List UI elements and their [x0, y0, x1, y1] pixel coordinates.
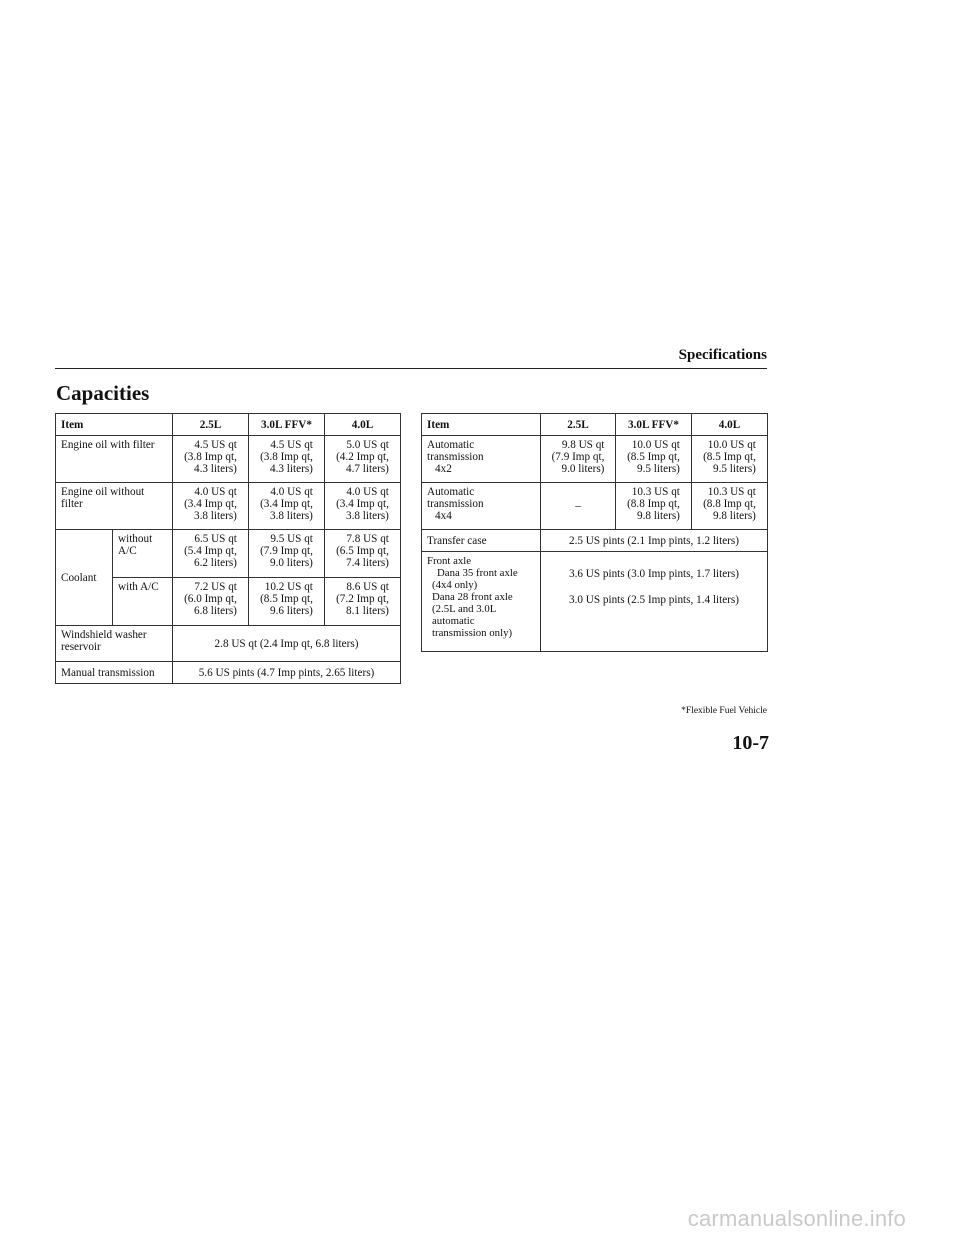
cell-value: 9.5 US qt (7.9 Imp qt, 9.0 liters) — [249, 530, 325, 578]
column-header-4-0l: 4.0L — [325, 414, 401, 436]
cell-value-manual-transmission: 5.6 US pints (4.7 Imp pints, 2.65 liters) — [173, 662, 401, 684]
cell-value: 4.5 US qt (3.8 Imp qt, 4.3 liters) — [173, 436, 249, 483]
row-label-transfer-case: Transfer case — [422, 530, 541, 552]
front-axle-dana35-value: 3.6 US pints (3.0 Imp pints, 1.7 liters) — [569, 568, 739, 580]
cell-value: 4.5 US qt (3.8 Imp qt, 4.3 liters) — [249, 436, 325, 483]
column-header-2-5l: 2.5L — [541, 414, 616, 436]
row-label-automatic-transmission-4x2: Automatic transmission 4x2 — [422, 436, 541, 483]
cell-value: 9.8 US qt (7.9 Imp qt, 9.0 liters) — [541, 436, 616, 483]
column-header-2-5l: 2.5L — [173, 414, 249, 436]
table-row — [422, 530, 768, 552]
cell-value: 10.2 US qt (8.5 Imp qt, 9.6 liters) — [249, 578, 325, 626]
row-sublabel-with-ac: with A/C — [113, 578, 173, 626]
cell-value: 10.3 US qt (8.8 Imp qt, 9.8 liters) — [692, 483, 768, 530]
row-label-engine-oil-without-filter: Engine oil without filter — [56, 483, 173, 530]
cell-value: 4.0 US qt (3.4 Imp qt, 3.8 liters) — [173, 483, 249, 530]
table-row — [422, 552, 768, 652]
section-title: Specifications — [678, 347, 767, 363]
row-label-automatic-transmission-4x4: Automatic transmission 4x4 — [422, 483, 541, 530]
cell-value: 4.0 US qt (3.4 Imp qt, 3.8 liters) — [249, 483, 325, 530]
row-label-windshield-washer: Windshield washer reservoir — [56, 626, 173, 662]
page-number: 10-7 — [732, 732, 769, 754]
row-sublabel-without-ac: without A/C — [113, 530, 173, 578]
footnote: *Flexible Fuel Vehicle — [681, 706, 767, 716]
table-row — [56, 626, 401, 662]
table-row — [422, 483, 768, 530]
row-label-coolant: Coolant — [56, 530, 113, 626]
row-label-front-axle: Front axle Dana 35 front axle (4x4 only) Dana 28 front axle (2.5L and 3.0L automatic transmission only) — [422, 552, 541, 652]
cell-value: 10.0 US qt (8.5 Imp qt, 9.5 liters) — [616, 436, 692, 483]
table-header-row — [56, 414, 401, 436]
cell-value: 6.5 US qt (5.4 Imp qt, 6.2 liters) — [173, 530, 249, 578]
column-header-item: Item — [422, 414, 541, 436]
column-header-3-0l-ffv: 3.0L FFV* — [249, 414, 325, 436]
front-axle-dana28-label: Dana 28 front axle (2.5L and 3.0L automatic transmission only) — [432, 591, 513, 639]
watermark: carmanualsonline.info — [687, 1206, 906, 1231]
column-header-4-0l: 4.0L — [692, 414, 768, 436]
front-axle-dana28-value: 3.0 US pints (2.5 Imp pints, 1.4 liters) — [569, 594, 739, 606]
capacities-table-left — [55, 413, 401, 684]
table-row — [56, 436, 401, 483]
cell-value: 5.0 US qt (4.2 Imp qt, 4.7 liters) — [325, 436, 401, 483]
cell-value-dash: – — [541, 483, 616, 530]
column-header-3-0l-ffv: 3.0L FFV* — [616, 414, 692, 436]
column-header-item: Item — [56, 414, 173, 436]
table-row — [56, 530, 401, 578]
row-label-manual-transmission: Manual transmission — [56, 662, 173, 684]
cell-value: 7.8 US qt (6.5 Imp qt, 7.4 liters) — [325, 530, 401, 578]
table-header-row — [422, 414, 768, 436]
table-row — [422, 436, 768, 483]
cell-value: 10.0 US qt (8.5 Imp qt, 9.5 liters) — [692, 436, 768, 483]
page-heading: Capacities — [56, 381, 150, 405]
row-label-engine-oil-with-filter: Engine oil with filter — [56, 436, 173, 483]
cell-value-transfer-case: 2.5 US pints (2.1 Imp pints, 1.2 liters) — [541, 530, 768, 552]
front-axle-dana35-label: Dana 35 front axle — [437, 567, 518, 579]
cell-value: 7.2 US qt (6.0 Imp qt, 6.8 liters) — [173, 578, 249, 626]
cell-value: 10.3 US qt (8.8 Imp qt, 9.8 liters) — [616, 483, 692, 530]
table-row — [56, 662, 401, 684]
cell-value-front-axle — [541, 552, 768, 652]
cell-value-washer: 2.8 US qt (2.4 Imp qt, 6.8 liters) — [173, 626, 401, 662]
cell-value: 8.6 US qt (7.2 Imp qt, 8.1 liters) — [325, 578, 401, 626]
capacities-table-right — [421, 413, 768, 652]
table-row — [56, 483, 401, 530]
header-rule — [55, 368, 767, 369]
cell-value: 4.0 US qt (3.4 Imp qt, 3.8 liters) — [325, 483, 401, 530]
